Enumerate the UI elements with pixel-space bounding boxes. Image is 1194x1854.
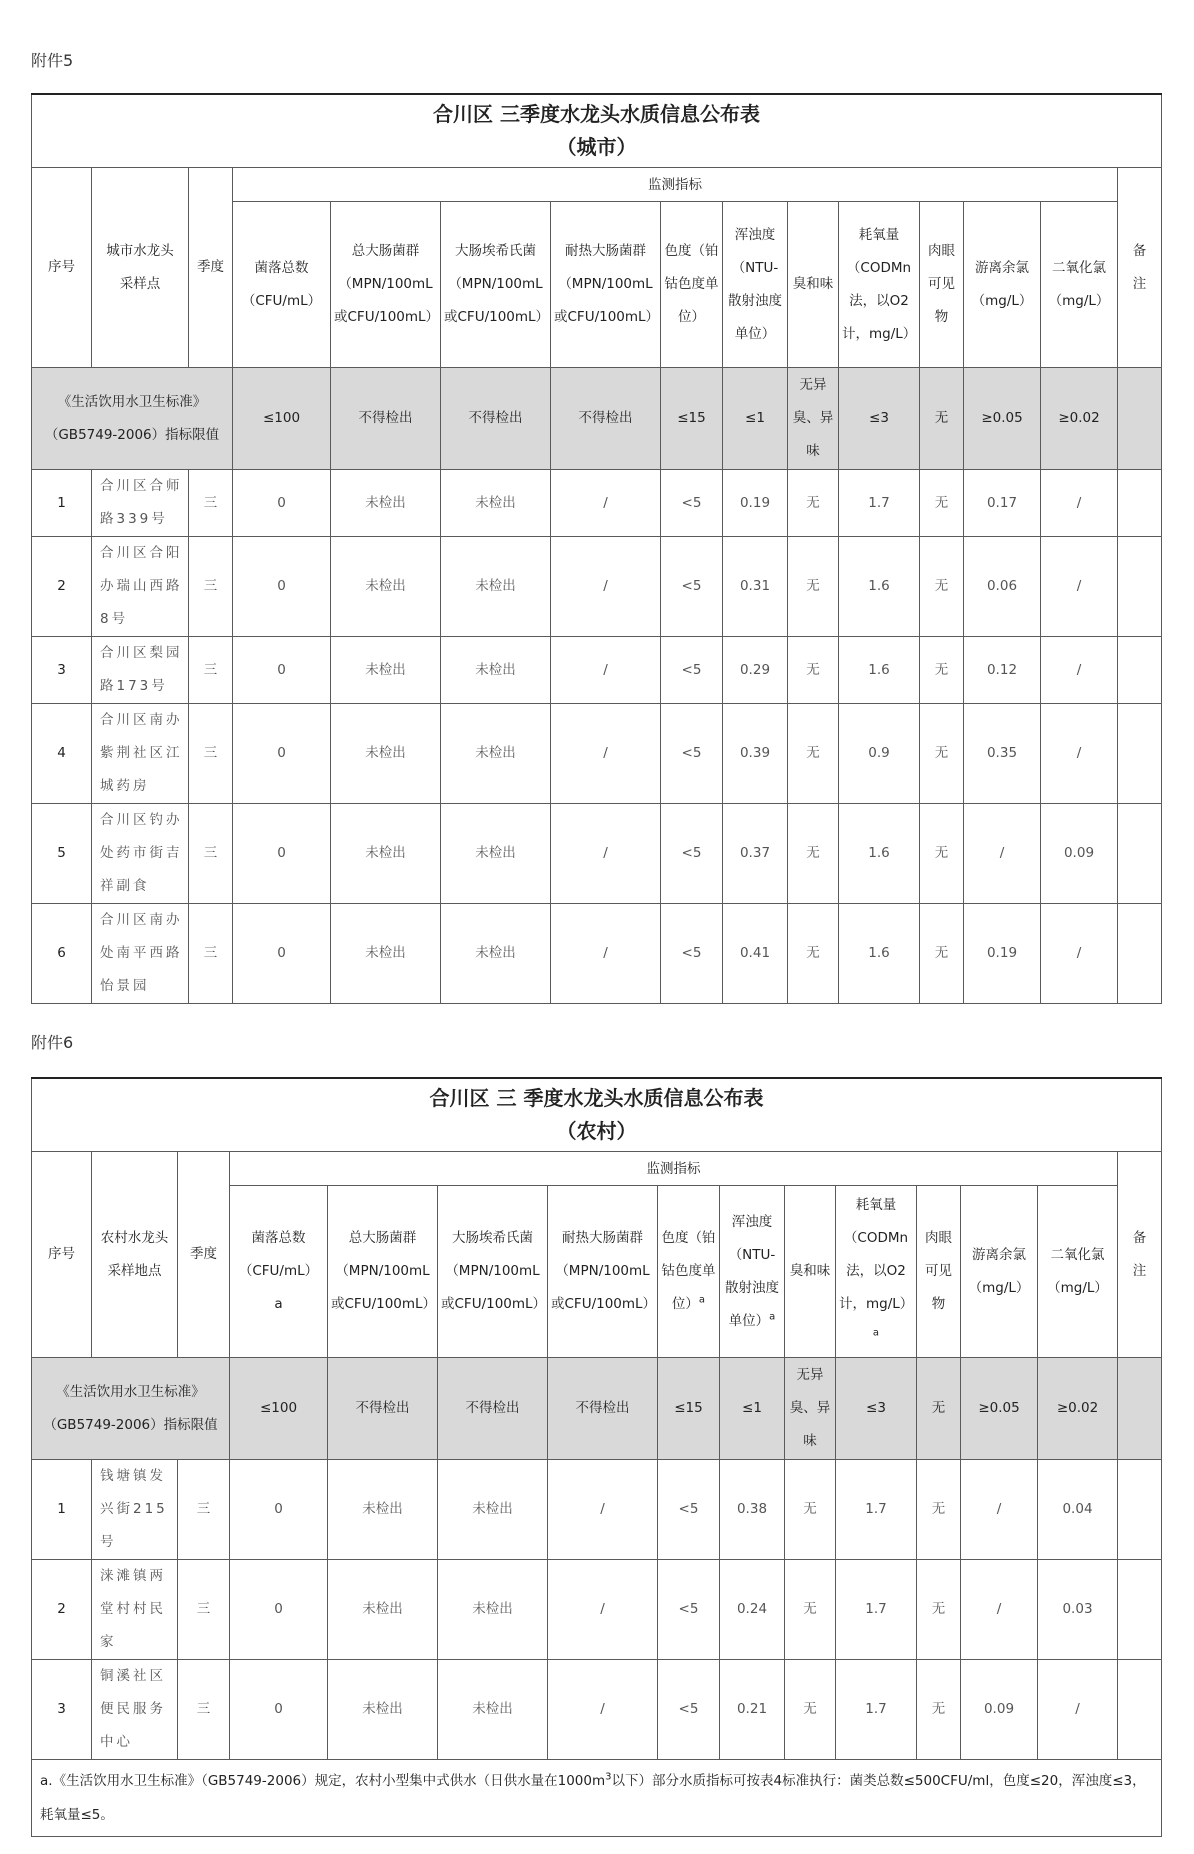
row-value: 0.35 (964, 704, 1041, 804)
standard-value: 不得检出 (331, 368, 441, 470)
header-site: 城市水龙头采样点 (92, 168, 189, 368)
row-seq: 1 (32, 470, 92, 537)
standard-value: 不得检出 (441, 368, 551, 470)
row-site: 涞滩镇两堂村村民家 (92, 1560, 178, 1660)
row-value: / (1041, 470, 1118, 537)
row-value: 未检出 (331, 704, 441, 804)
standard-value: ≥0.05 (961, 1358, 1038, 1460)
standard-value: ≤1 (723, 368, 788, 470)
header-monitor: 监测指标 (230, 1152, 1118, 1186)
header-col-ecoli: 大肠埃希氏菌（MPN/100mL或CFU/100mL） (438, 1186, 548, 1358)
standard-value: 不得检出 (438, 1358, 548, 1460)
table-row (32, 537, 1162, 637)
row-value: 未检出 (438, 1560, 548, 1660)
row-season: 三 (189, 537, 233, 637)
row-value: 0.37 (723, 804, 788, 904)
row-value: 无 (785, 1560, 836, 1660)
row-remark (1118, 470, 1162, 537)
row-value: 未检出 (441, 637, 551, 704)
row-value: 0.19 (964, 904, 1041, 1004)
row-value: 1.6 (839, 804, 920, 904)
row-site: 合川区梨园路173号 (92, 637, 189, 704)
row-remark (1118, 1660, 1162, 1760)
standard-label: 《生活饮用水卫生标准》（GB5749-2006）指标限值 (32, 368, 233, 470)
city-title-cell (32, 94, 1162, 168)
row-site: 合川区合师路339号 (92, 470, 189, 537)
row-value: 未检出 (438, 1660, 548, 1760)
standard-value: ≤15 (661, 368, 723, 470)
row-value: / (1041, 637, 1118, 704)
row-site: 合川区合阳办瑞山西路8号 (92, 537, 189, 637)
row-value: <5 (661, 637, 723, 704)
row-seq: 2 (32, 1560, 92, 1660)
row-value: 无 (920, 470, 964, 537)
city-water-quality-table (31, 93, 1162, 1004)
row-seq: 2 (32, 537, 92, 637)
row-remark (1118, 537, 1162, 637)
row-value: 未检出 (328, 1460, 438, 1560)
header-season: 季度 (178, 1152, 230, 1358)
row-value: / (961, 1560, 1038, 1660)
rural-title-cell (32, 1078, 1162, 1152)
row-value: 0.19 (723, 470, 788, 537)
row-value: 无 (788, 804, 839, 904)
row-value: 未检出 (328, 1560, 438, 1660)
row-remark (1118, 804, 1162, 904)
row-value: 未检出 (441, 804, 551, 904)
row-value: 未检出 (331, 537, 441, 637)
header-col-colony-text: 菌落总数（CFU/mL） (238, 1230, 319, 1279)
row-season: 三 (189, 804, 233, 904)
row-value: / (551, 904, 661, 1004)
row-remark (1118, 1560, 1162, 1660)
rural-table-subtitle: （农村） (556, 1119, 637, 1143)
row-value: 0 (233, 804, 331, 904)
header-col-odor: 臭和味 (785, 1186, 836, 1358)
row-seq: 4 (32, 704, 92, 804)
header-col-turbidity: 浑浊度（NTU-散射浊度单位） (723, 202, 788, 368)
row-value: <5 (661, 804, 723, 904)
header-col-chlorine-dioxide: 二氧化氯（mg/L） (1038, 1186, 1118, 1358)
table-row (32, 1660, 1162, 1760)
attachment-5-label: 附件5 (31, 51, 74, 70)
row-value: 无 (920, 537, 964, 637)
row-value: 1.6 (839, 904, 920, 1004)
row-value: / (551, 637, 661, 704)
footnote-marker: a (698, 1294, 706, 1306)
row-value: <5 (661, 704, 723, 804)
row-seq: 3 (32, 1660, 92, 1760)
row-season: 三 (189, 470, 233, 537)
row-value: 1.6 (839, 637, 920, 704)
standard-value: 无异臭、异味 (788, 368, 839, 470)
row-value: <5 (658, 1460, 720, 1560)
city-table-subtitle: （城市） (556, 135, 637, 159)
table-row (32, 637, 1162, 704)
row-value: 1.6 (839, 537, 920, 637)
standard-value: ≤100 (233, 368, 331, 470)
header-col-color-text: 色度（铂钴色度单位） (661, 1230, 716, 1312)
row-remark (1118, 704, 1162, 804)
row-value: 0 (230, 1560, 328, 1660)
row-value: 0.31 (723, 537, 788, 637)
standard-value: 不得检出 (328, 1358, 438, 1460)
standard-label: 《生活饮用水卫生标准》（GB5749-2006）指标限值 (32, 1358, 230, 1460)
standard-value: ≤3 (836, 1358, 917, 1460)
row-value: <5 (661, 904, 723, 1004)
footnote-marker: a (274, 1296, 283, 1312)
standard-value: 不得检出 (551, 368, 661, 470)
row-value: 1.7 (836, 1560, 917, 1660)
header-col-color (658, 1186, 720, 1358)
table-row (32, 1460, 1162, 1560)
row-value: 0 (230, 1660, 328, 1760)
row-value: 0.38 (720, 1460, 785, 1560)
row-value: 0.09 (961, 1660, 1038, 1760)
row-value: 无 (788, 637, 839, 704)
header-col-thermo-coliform: 耐热大肠菌群（MPN/100mL或CFU/100mL） (551, 202, 661, 368)
row-value: 0.21 (720, 1660, 785, 1760)
row-value: 无 (920, 904, 964, 1004)
row-value: 0.06 (964, 537, 1041, 637)
header-col-oxygen-text: 耗氧量（CODMn法，以O2计，mg/L） (839, 1197, 914, 1312)
row-value: 0.39 (723, 704, 788, 804)
footnote-marker: a (872, 1327, 880, 1339)
row-value: / (551, 704, 661, 804)
row-value: / (961, 1460, 1038, 1560)
header-col-chlorine: 游离余氯（mg/L） (964, 202, 1041, 368)
header-col-oxygen: 耗氧量（CODMn法，以O2计，mg/L） (839, 202, 920, 368)
row-value: <5 (661, 470, 723, 537)
footnote-marker: a (769, 1311, 776, 1322)
row-value: 0.17 (964, 470, 1041, 537)
attachment-6-label: 附件6 (31, 1033, 74, 1052)
header-col-turbidity (720, 1186, 785, 1358)
table-row (32, 904, 1162, 1004)
row-site: 钱塘镇发兴街215号 (92, 1460, 178, 1560)
row-value: / (551, 804, 661, 904)
footnote-superscript: 3 (605, 1771, 612, 1783)
row-site: 合川区钓办处药市街吉祥副食 (92, 804, 189, 904)
row-season: 三 (178, 1560, 230, 1660)
row-value: 0.24 (720, 1560, 785, 1660)
header-col-visible: 肉眼可见物 (917, 1186, 961, 1358)
city-table-title: 合川区 三季度水龙头水质信息公布表 (433, 102, 761, 126)
row-remark (1118, 1460, 1162, 1560)
header-seq: 序号 (32, 1152, 92, 1358)
header-col-colony (230, 1186, 328, 1358)
row-site: 铜溪社区便民服务中心 (92, 1660, 178, 1760)
row-value: 无 (788, 470, 839, 537)
row-value: / (964, 804, 1041, 904)
row-remark (1118, 904, 1162, 1004)
row-value: / (548, 1560, 658, 1660)
row-value: 无 (788, 704, 839, 804)
row-value: 0.9 (839, 704, 920, 804)
row-value: / (551, 537, 661, 637)
row-season: 三 (178, 1460, 230, 1560)
row-value: 0.04 (1038, 1460, 1118, 1560)
row-value: 0 (233, 904, 331, 1004)
header-remark: 备注 (1118, 1152, 1162, 1358)
row-value: 0.29 (723, 637, 788, 704)
header-col-chlorine: 游离余氯（mg/L） (961, 1186, 1038, 1358)
row-remark (1118, 637, 1162, 704)
row-value: 无 (920, 704, 964, 804)
rural-rows (32, 1460, 1162, 1760)
row-value: 未检出 (331, 804, 441, 904)
rural-water-quality-table (31, 1077, 1162, 1837)
footnote-text-cont: 以下）部分水质指标可按表4标准执行：菌类总数≤500CFU/ml，色度≤20，浑浊度≤3，耗氧量≤5。 (40, 1773, 1146, 1823)
header-remark: 备注 (1118, 168, 1162, 368)
row-value: 0 (230, 1460, 328, 1560)
row-value: 未检出 (441, 470, 551, 537)
standard-remark (1118, 368, 1162, 470)
row-site: 合川区南办处南平西路怡景园 (92, 904, 189, 1004)
row-value: 未检出 (441, 537, 551, 637)
table-row (32, 704, 1162, 804)
row-value: 无 (785, 1460, 836, 1560)
row-value: 无 (920, 637, 964, 704)
standard-value: ≤3 (839, 368, 920, 470)
row-value: / (551, 470, 661, 537)
row-value: / (1041, 704, 1118, 804)
table-row (32, 470, 1162, 537)
row-value: 0 (233, 637, 331, 704)
header-col-ecoli: 大肠埃希氏菌（MPN/100mL或CFU/100mL） (441, 202, 551, 368)
row-site: 合川区南办紫荆社区江城药房 (92, 704, 189, 804)
row-value: 0.03 (1038, 1560, 1118, 1660)
standard-value: ≥0.02 (1038, 1358, 1118, 1460)
row-value: 未检出 (441, 904, 551, 1004)
header-season: 季度 (189, 168, 233, 368)
rural-table-title: 合川区 三 季度水龙头水质信息公布表 (429, 1086, 764, 1110)
city-rows (32, 470, 1162, 1004)
standard-remark (1118, 1358, 1162, 1460)
row-value: 无 (788, 904, 839, 1004)
header-col-total-coliform: 总大肠菌群（MPN/100mL或CFU/100mL） (331, 202, 441, 368)
footnote (32, 1760, 1162, 1837)
row-value: 未检出 (441, 704, 551, 804)
header-col-odor: 臭和味 (788, 202, 839, 368)
row-value: 0 (233, 470, 331, 537)
table-row (32, 804, 1162, 904)
row-value: 未检出 (328, 1660, 438, 1760)
row-value: 未检出 (331, 904, 441, 1004)
row-value: 1.7 (839, 470, 920, 537)
row-value: 无 (920, 804, 964, 904)
row-value: 无 (917, 1660, 961, 1760)
row-season: 三 (189, 904, 233, 1004)
row-seq: 6 (32, 904, 92, 1004)
standard-value: ≥0.02 (1041, 368, 1118, 470)
header-col-visible: 肉眼可见物 (920, 202, 964, 368)
standard-value: 无 (920, 368, 964, 470)
standard-value: ≤15 (658, 1358, 720, 1460)
row-value: 未检出 (331, 470, 441, 537)
standard-value: 不得检出 (548, 1358, 658, 1460)
standard-value: 无异臭、异味 (785, 1358, 836, 1460)
row-value: <5 (661, 537, 723, 637)
row-value: 0.12 (964, 637, 1041, 704)
header-col-chlorine-dioxide: 二氧化氯（mg/L） (1041, 202, 1118, 368)
row-value: / (1041, 904, 1118, 1004)
row-value: 0.41 (723, 904, 788, 1004)
footnote-text: a.《生活饮用水卫生标准》（GB5749-2006）规定，农村小型集中式供水（日供水量在1000m (40, 1773, 606, 1789)
row-value: / (548, 1460, 658, 1560)
header-site: 农村水龙头采样地点 (92, 1152, 178, 1358)
table-row (32, 1560, 1162, 1660)
header-col-total-coliform: 总大肠菌群（MPN/100mL或CFU/100mL） (328, 1186, 438, 1358)
header-monitor: 监测指标 (233, 168, 1118, 202)
row-value: / (548, 1660, 658, 1760)
row-seq: 1 (32, 1460, 92, 1560)
row-season: 三 (178, 1660, 230, 1760)
standard-value: 无 (917, 1358, 961, 1460)
standard-value: ≤1 (720, 1358, 785, 1460)
header-col-colony: 菌落总数（CFU/mL） (233, 202, 331, 368)
row-value: / (1038, 1660, 1118, 1760)
row-value: 1.7 (836, 1660, 917, 1760)
row-value: <5 (658, 1560, 720, 1660)
row-value: 0 (233, 537, 331, 637)
header-col-thermo-coliform: 耐热大肠菌群（MPN/100mL或CFU/100mL） (548, 1186, 658, 1358)
row-seq: 3 (32, 637, 92, 704)
row-value: 0.09 (1041, 804, 1118, 904)
standard-value: ≥0.05 (964, 368, 1041, 470)
header-col-oxygen (836, 1186, 917, 1358)
header-col-turbidity-text: 浑浊度（NTU-散射浊度单位） (725, 1213, 779, 1329)
row-value: 无 (917, 1560, 961, 1660)
standard-value: ≤100 (230, 1358, 328, 1460)
row-value: 1.7 (836, 1460, 917, 1560)
row-season: 三 (189, 704, 233, 804)
row-seq: 5 (32, 804, 92, 904)
row-value: <5 (658, 1660, 720, 1760)
header-col-color: 色度（铂钴色度单位） (661, 202, 723, 368)
row-value: 无 (917, 1460, 961, 1560)
row-season: 三 (189, 637, 233, 704)
row-value: 未检出 (331, 637, 441, 704)
row-value: 无 (785, 1660, 836, 1760)
row-value: 0 (233, 704, 331, 804)
row-value: 无 (788, 537, 839, 637)
row-value: 未检出 (438, 1460, 548, 1560)
row-value: / (1041, 537, 1118, 637)
header-seq: 序号 (32, 168, 92, 368)
